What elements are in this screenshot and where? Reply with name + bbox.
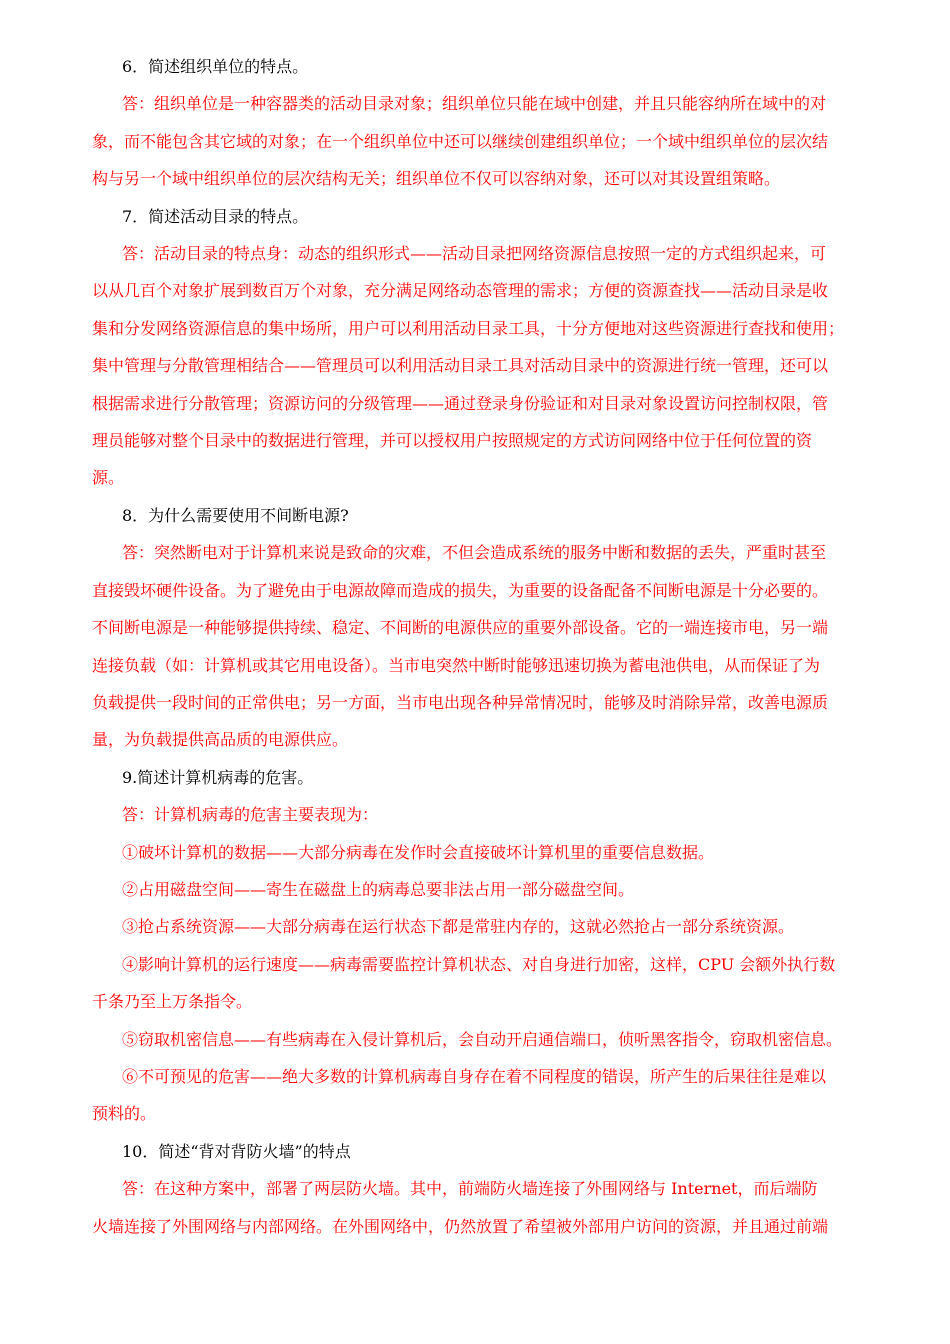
answer-line: ⑤窃取机密信息——有些病毒在入侵计算机后，会自动开启通信端口，侦听黑客指令，窃取机密信息。 xyxy=(122,1029,843,1049)
answer-line: 答：活动目录的特点身：动态的组织形式——活动目录把网络资源信息按照一定的方式组织起来，可 xyxy=(122,244,827,264)
answer-line: ④影响计算机的运行速度——病毒需要监控计算机状态、对自身进行加密，这样，CPU 会额外执行数 xyxy=(122,954,836,974)
answer-continuation-line: 不间断电源是一种能够提供持续、稳定、不间断的电源供应的重要外部设备。它的一端连接市电，另一端 xyxy=(92,618,829,638)
question-line: 9.简述计算机病毒的危害。 xyxy=(122,767,314,787)
answer-continuation-line: 直接毁坏硬件设备。为了避免由于电源故障而造成的损失，为重要的设备配备不间断电源是十分必要的。 xyxy=(92,580,829,600)
question-line: 10．简述“背对背防火墙”的特点 xyxy=(122,1141,351,1161)
answer-continuation-line: 预料的。 xyxy=(92,1104,157,1124)
question-line: 6．简述组织单位的特点。 xyxy=(122,57,309,76)
question-line: 8．为什么需要使用不间断电源? xyxy=(122,505,349,525)
answer-continuation-line: 以从几百个对象扩展到数百万个对象，充分满足网络动态管理的需求；方便的资源查找——活动目录是收 xyxy=(92,281,829,301)
answer-line: 答：在这种方案中，部署了两层防火墙。其中，前端防火墙连接了外围网络与 Internet，而后端防 xyxy=(122,1179,818,1199)
answer-line: ③抢占系统资源——大部分病毒在运行状态下都是常驻内存的，这就必然抢占一部分系统资源。 xyxy=(122,917,795,937)
answer-line: ⑥不可预见的危害——绝大多数的计算机病毒自身存在着不同程度的错误，所产生的后果往往是难以 xyxy=(122,1066,827,1086)
answer-continuation-line: 火墙连接了外围网络与内部网络。在外围网络中，仍然放置了希望被外部用户访问的资源，并且通过前端 xyxy=(92,1216,829,1236)
answer-line: 答：计算机病毒的危害主要表现为： xyxy=(122,805,379,825)
answer-continuation-line: 千条乃至上万条指令。 xyxy=(92,992,253,1012)
document-body xyxy=(92,48,862,1245)
answer-line: ②占用磁盘空间——寄生在磁盘上的病毒总要非法占用一部分磁盘空间。 xyxy=(122,879,635,899)
answer-continuation-line: 连接负载（如：计算机或其它用电设备）。当市电突然中断时能够迅速切换为蓄电池供电，从而保证了为 xyxy=(92,655,821,675)
answer-line: ①破坏计算机的数据——大部分病毒在发作时会直接破坏计算机里的重要信息数据。 xyxy=(122,842,715,862)
question-line: 7．简述活动目录的特点。 xyxy=(122,206,309,226)
answer-continuation-line: 负载提供一段时间的正常供电；另一方面，当市电出现各种异常情况时，能够及时消除异常，改善电源质 xyxy=(92,692,829,712)
answer-continuation-line: 象，而不能包含其它域的对象；在一个组织单位中还可以继续创建组织单位；一个域中组织单位的层次结 xyxy=(92,131,829,151)
answer-continuation-line: 根据需求进行分散管理；资源访问的分级管理——通过登录身份验证和对目录对象设置访问控制权限，管 xyxy=(92,393,829,413)
answer-continuation-line: 理员能够对整个目录中的数据进行管理，并可以授权用户按照规定的方式访问网络中位于任何位置的资 xyxy=(92,431,813,451)
answer-continuation-line: 量，为负载提供高品质的电源供应。 xyxy=(92,730,349,750)
answer-line: 答：组织单位是一种容器类的活动目录对象；组织单位只能在域中创建，并且只能容纳所在域中的对 xyxy=(122,94,827,114)
answer-continuation-line: 集和分发网络资源信息的集中场所，用户可以利用活动目录工具，十分方便地对这些资源进行查找和使用； xyxy=(92,318,845,338)
answer-line: 答：突然断电对于计算机来说是致命的灾难，不但会造成系统的服务中断和数据的丢失，严重时甚至 xyxy=(122,543,827,563)
answer-continuation-line: 源。 xyxy=(92,468,125,488)
answer-continuation-line: 集中管理与分散管理相结合——管理员可以利用活动目录工具对活动目录中的资源进行统一管理，还可以 xyxy=(92,356,829,376)
answer-continuation-line: 构与另一个域中组织单位的层次结构无关；组织单位不仅可以容纳对象，还可以对其设置组策略。 xyxy=(92,169,781,189)
